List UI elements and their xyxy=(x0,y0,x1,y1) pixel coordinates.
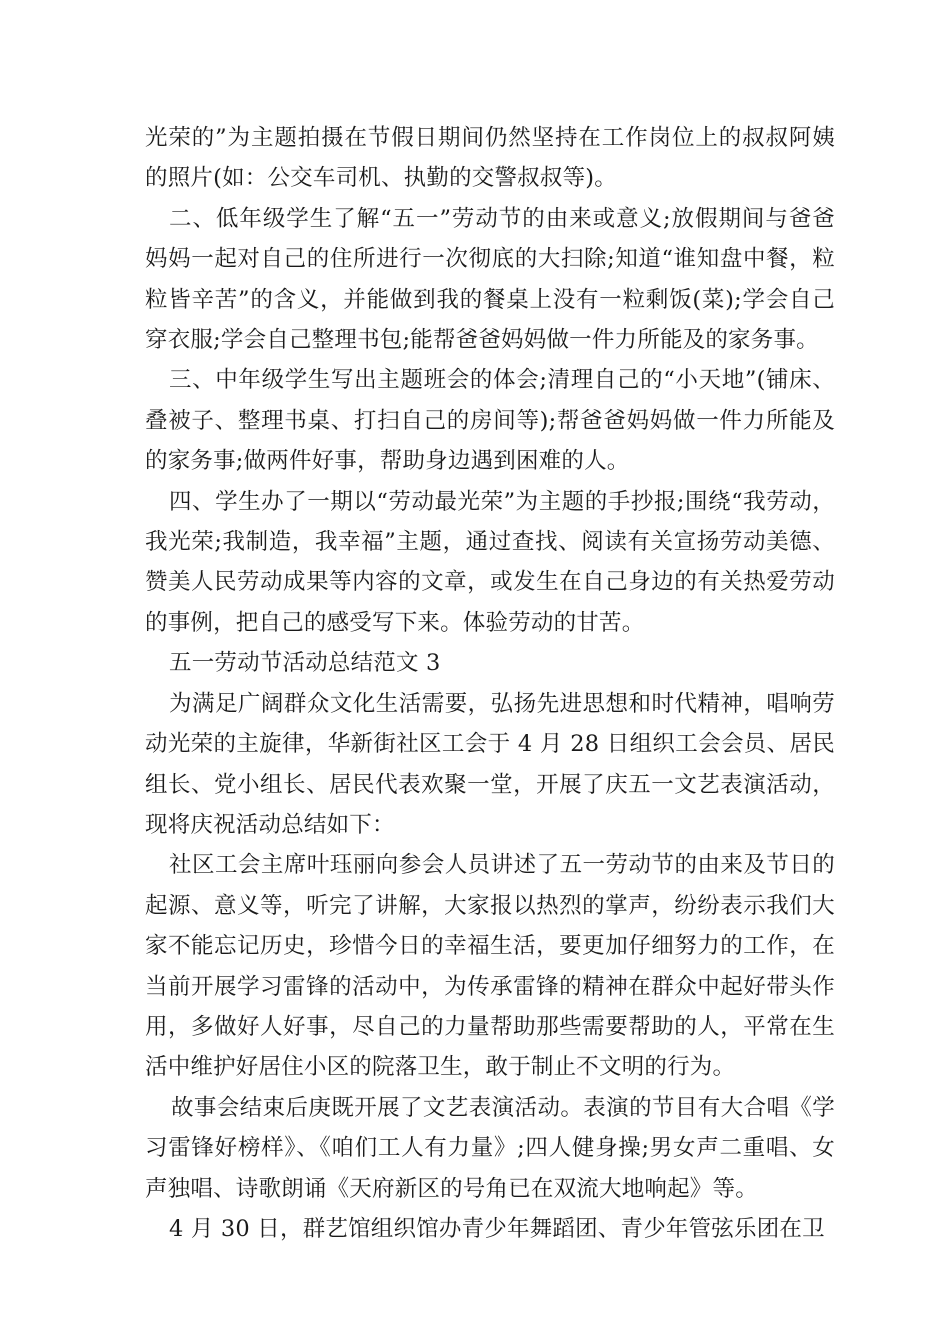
paragraph-5: 为满足广阔群众文化生活需要，弘扬先进思想和时代精神，唱响劳动光荣的主旋律，华新街社区工会于 4 月 28 日组织工会会员、居民组长、党小组长、居民代表欢聚一堂，开展了庆五一文艺表演活动，现将庆祝活动总结如下： xyxy=(145,690,835,838)
section-heading: 五一劳动节活动总结范文 3 xyxy=(169,650,441,677)
paragraph-3: 三、中年级学生写出主题班会的体会;清理自己的“小天地”(铺床、叠被子、整理书桌、打扫自己的房间等);帮爸爸妈妈做一件力所能及的家务事;做两件好事，帮助身边遇到困难的人。 xyxy=(145,367,835,475)
paragraph-6: 社区工会主席叶珏丽向参会人员讲述了五一劳动节的由来及节日的起源、意义等，听完了讲解，大家报以热烈的掌声，纷纷表示我们大家不能忘记历史，珍惜今日的幸福生活，要更加仔细努力的工作，在当前开展学习雷锋的活动中，为传承雷锋的精神在群众中起好带头作用，多做好人好事，尽自己的力量帮助那些需要帮助的人，平常在生活中维护好居住小区的院落卫生，敢于制止不文明的行为。 xyxy=(145,852,835,1081)
paragraph-4: 四、学生办了一期以“劳动最光荣”为主题的手抄报;围绕“我劳动，我光荣;我制造，我幸福”主题，通过查找、阅读有关宣扬劳动美德、赞美人民劳动成果等内容的文章，或发生在自己身边的有关热爱劳动的事例，把自己的感受写下来。体验劳动的甘苦。 xyxy=(145,488,835,636)
paragraph-2: 二、低年级学生了解“五一”劳动节的由来或意义;放假期间与爸爸妈妈一起对自己的住所进行一次彻底的大扫除;知道“谁知盘中餐，粒粒皆辛苦”的含义，并能做到我的餐桌上没有一粒剩饭(菜);学会自己穿衣服;学会自己整理书包;能帮爸爸妈妈做一件力所能及的家务事。 xyxy=(145,205,835,354)
paragraph-8: 4 月 30 日，群艺馆组织馆办青少年舞蹈团、青少年管弦乐团在卫 xyxy=(169,1215,825,1242)
paragraph-7: 故事会结束后庚既开展了文艺表演活动。表演的节目有大合唱《学习雷锋好榜样》、《咱们工人有力量》;四人健身操;男女声二重唱、女声独唱、诗歌朗诵《天府新区的号角已在双流大地响起》等。 xyxy=(145,1094,835,1202)
paragraph-1: 光荣的”为主题拍摄在节假日期间仍然坚持在工作岗位上的叔叔阿姨的照片(如：公交车司机、执勤的交警叔叔等)。 xyxy=(145,125,835,192)
document-body xyxy=(145,118,835,1249)
